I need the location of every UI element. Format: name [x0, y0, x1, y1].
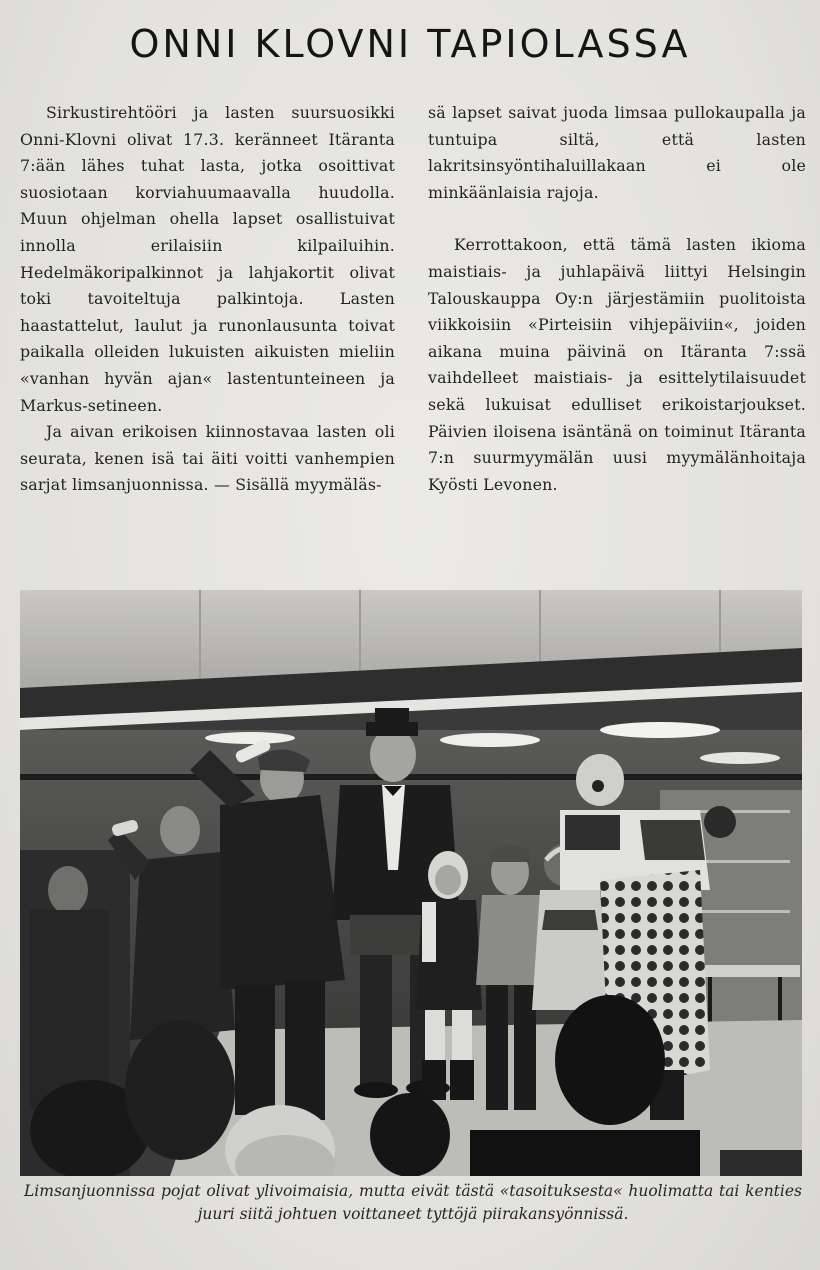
- paragraph: Sirkustirehtööri ja lasten suursuosikki Onni-Klovni olivat 17.3. keränneet Itäranta 7:ään lähes tuhat lasta, jotka osoittivat suosiotaan korviahuumaavalla huudolla. Muun ohjelman ohella lapset osallistuivat innolla erilaisiin kilpailuihin. Hedelmäkoripalkinnot ja lahjakortit olivat toki tavoiteltuja palkintoja. Lasten haastattelut, laulut ja runonlausunta toivat paikalla olleiden lukuisten aikuisten mieliin «vanhan hyvän ajan« lastentunteineen ja Markus-setineen.: [20, 103, 395, 415]
- ringmaster: [370, 728, 416, 782]
- right-column: [428, 100, 806, 498]
- article-photo: [20, 590, 802, 1176]
- photo-illustration: [20, 590, 802, 1176]
- photo-caption: Limsanjuonnissa pojat olivat ylivoimaisia, mutta eivät tästä «tasoituksesta« huolimatta tai kenties juuri siitä johtuen voittaneet tyttöjä piirakansyönnissä.: [24, 1182, 802, 1223]
- left-column: [20, 100, 395, 499]
- paragraph: Kerrottakoon, että tämä lasten ikioma maistiais- ja juhlapäivä liittyi Helsingin Talouskauppa Oy:n järjestämiin puolitoista viikkoisiin «Pirteisiin vihjepäiviin«, joiden aikana muina päivinä on Itäranta 7:ssä vaihdelleet maistiais- ja esittelytilaisuudet sekä lukuisat edulliset erikoistarjoukset. Päivien iloisena isäntänä on toiminut Itäranta 7:n suurmyymälän uusi myymälänhoitaja Kyösti Levonen.: [428, 235, 806, 494]
- paragraph: Ja aivan erikoisen kiinnostavaa lasten oli seurata, kenen isä tai äiti voitti vanhempien sarjat limsanjuonnissa. — Sisällä myymäläs-: [20, 422, 395, 495]
- paragraph: sä lapset saivat juoda limsaa pullokaupalla ja tuntuipa siltä, että lasten lakritsinsyöntihaluillakaan ei ole minkäänlaisia rajoja.: [428, 103, 806, 202]
- boy-drinking-1: [160, 806, 200, 854]
- audience-head: [555, 995, 665, 1125]
- article-title: ONNI KLOVNI TAPIOLASSA: [129, 22, 691, 66]
